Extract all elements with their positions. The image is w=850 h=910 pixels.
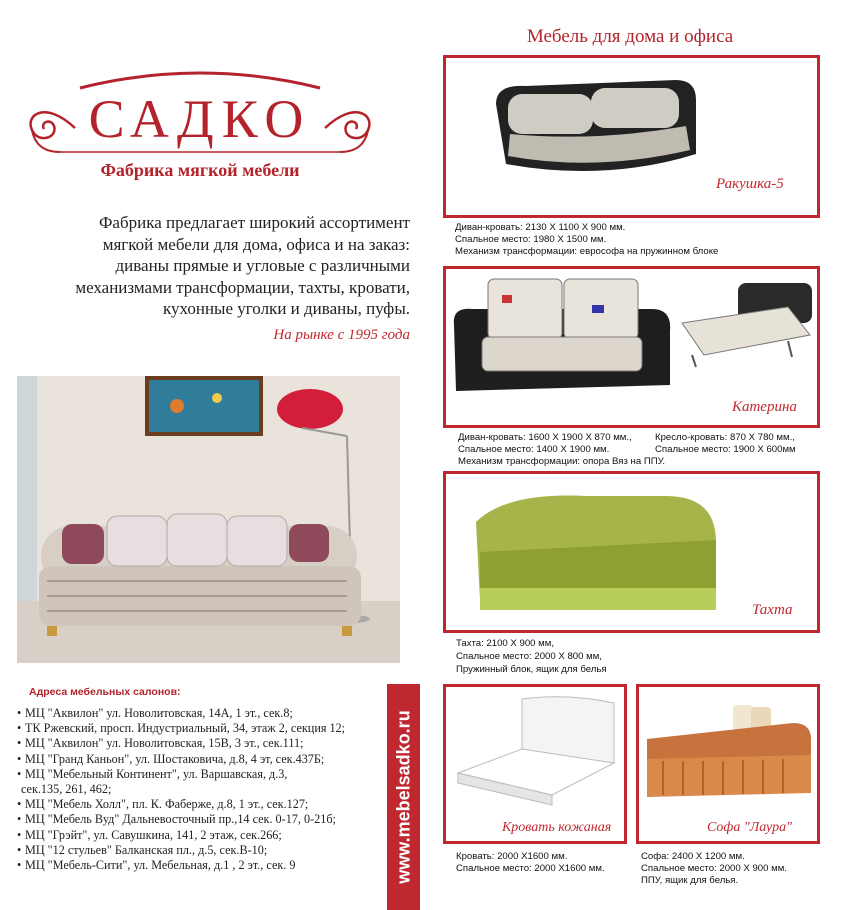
list-item: • ТК Ржевский, просп. Индустриальный, 34, этаж 2, секция 12; xyxy=(17,721,346,736)
spec-line: Тахта: 2100 Х 900 мм, xyxy=(456,638,555,649)
spec-line: Спальное место: 2000 Х 900 мм. xyxy=(641,863,787,874)
spec-line: Диван-кровать: 1600 Х 1900 Х 870 мм., xyxy=(458,432,632,443)
product-name: Софа "Лаура" xyxy=(707,820,792,835)
list-item xyxy=(17,782,387,797)
list-item: • МЦ "12 стульев" Балканская пл., д.5, сек.В-10; xyxy=(17,842,268,857)
sofa-katerina-image xyxy=(452,275,672,397)
addresses-title: Адреса мебельных салонов: xyxy=(29,686,181,698)
intro-line: мягкой мебели для дома, офиса и на заказ: xyxy=(102,234,410,254)
spec-line: Пружинный блок, ящик для белья xyxy=(456,664,607,675)
product-specs xyxy=(456,851,605,875)
intro-line: механизмами трансформации, тахты, кровати, xyxy=(75,277,410,297)
product-card-katerina[interactable] xyxy=(443,266,820,428)
spec-line: ППУ, ящик для белья. xyxy=(641,875,739,886)
list-item: • МЦ "Грэйт", ул. Савушкина, 141, 2 этаж, сек.266; xyxy=(17,827,282,842)
showroom-sofa-image xyxy=(17,376,400,663)
address-list xyxy=(17,706,387,873)
armchair-bed-image xyxy=(678,277,818,369)
showroom-photo xyxy=(17,376,400,663)
product-specs xyxy=(641,851,787,887)
since-year-tagline: На рынке с 1995 года xyxy=(273,327,410,343)
list-item: • МЦ "Аквилон" ул. Новолитовская, 15В, 3 эт., сек.111; xyxy=(17,736,304,751)
list-item: • МЦ "Мебель Вуд" Дальневосточный пр.,14 сек. 0-17, 0-21б; xyxy=(17,812,336,827)
address-text: МЦ "Мебель Вуд" Дальневосточный пр.,14 сек. 0-17, 0-21б; xyxy=(25,812,336,827)
address-text: МЦ "Гранд Каньон", ул. Шостаковича, д.8, 4 эт, сек.437Б; xyxy=(25,751,325,766)
spec-line: Диван-кровать: 2130 Х 1100 Х 900 мм. xyxy=(455,222,626,233)
tahta-image xyxy=(466,482,726,622)
address-text: МЦ "Аквилон" ул. Новолитовская, 14А, 1 эт., сек.8; xyxy=(25,706,293,720)
product-card-tahta[interactable] xyxy=(443,471,820,633)
list-item: • МЦ "Мебель Холл", пл. К. Фаберже, д.8, 1 эт., сек.127; xyxy=(17,797,309,812)
spec-line: Кресло-кровать: 870 Х 780 мм., xyxy=(655,432,795,443)
intro-line: кухонные уголки и диваны, пуфы. xyxy=(162,299,410,318)
spec-line: Софа: 2400 Х 1200 мм. xyxy=(641,851,745,862)
address-text: МЦ "Мебель-Сити", ул. Мебельная, д.1 , 2 эт., сек. 9 xyxy=(25,858,296,873)
website-strip[interactable] xyxy=(387,684,420,910)
product-card-leather-bed[interactable] xyxy=(443,684,627,844)
product-name: Тахта xyxy=(752,602,793,618)
spec-line: Спальное место: 1980 Х 1500 мм. xyxy=(455,234,607,245)
list-item: • МЦ "Мебельный Континент", ул. Варшавская, д.3, xyxy=(17,766,288,781)
spec-line: Механизм трансформации: опора Вяз на ППУ. xyxy=(458,456,666,467)
spec-line: Кровать: 2000 Х1600 мм. xyxy=(456,851,568,862)
product-specs xyxy=(455,222,718,258)
list-item: • МЦ "Аквилон" ул. Новолитовская, 14А, 1 эт., сек.8; xyxy=(17,706,293,720)
address-text: МЦ "Аквилон" ул. Новолитовская, 15В, 3 эт., сек.111; xyxy=(25,736,304,751)
product-card-laura[interactable] xyxy=(636,684,820,844)
sofa-rakushka-image xyxy=(486,64,706,184)
list-item: • МЦ "Гранд Каньон", ул. Шостаковича, д.8, 4 эт, сек.437Б; xyxy=(17,751,325,766)
brand-name: САДКО xyxy=(88,89,312,149)
brand-tagline: Фабрика мягкой мебели xyxy=(100,160,300,180)
product-name: Ракушка-5 xyxy=(716,176,784,192)
product-card-rakushka[interactable] xyxy=(443,55,820,218)
spec-line: Механизм трансформации: еврософа на пружинном блоке xyxy=(455,246,719,257)
spec-line: Спальное место: 1900 Х 600мм xyxy=(655,444,796,455)
section-title: Мебель для дома и офиса xyxy=(526,26,734,47)
address-text: МЦ "Мебель Холл", пл. К. Фаберже, д.8, 1 эт., сек.127; xyxy=(25,797,309,812)
sofa-laura-image xyxy=(643,699,819,809)
spec-line: Спальное место: 2000 Х 800 мм, xyxy=(456,651,602,662)
brand-logo xyxy=(20,60,380,190)
address-text: ТК Ржевский, просп. Индустриальный, 34, этаж 2, секция 12; xyxy=(25,721,346,736)
address-text: МЦ "Грэйт", ул. Савушкина, 141, 2 этаж, сек.266; xyxy=(25,827,282,842)
website-link[interactable]: www.mebelsadko.ru xyxy=(393,710,413,884)
product-specs-armchair xyxy=(655,432,796,456)
intro-line: диваны прямые и угловые с различными xyxy=(115,256,410,275)
product-name: Кровать кожаная xyxy=(502,820,612,835)
intro-text xyxy=(20,212,410,320)
product-specs xyxy=(458,432,665,468)
product-specs xyxy=(456,637,607,676)
intro-line: Фабрика предлагает широкий ассортимент xyxy=(98,213,410,232)
spec-line: Спальное место: 2000 Х1600 мм. xyxy=(456,863,605,874)
address-text: МЦ "Мебельный Континент", ул. Варшавская, д.3, xyxy=(25,766,288,781)
spec-line: Спальное место: 1400 Х 1900 мм. xyxy=(458,444,610,455)
list-item: • МЦ "Мебель-Сити", ул. Мебельная, д.1 , 2 эт., сек. 9 xyxy=(17,858,296,873)
leather-bed-image xyxy=(452,693,622,813)
address-text: сек.135, 261, 462; xyxy=(21,782,112,797)
product-name: Катерина xyxy=(732,399,797,415)
address-text: МЦ "12 стульев" Балканская пл., д.5, сек.В-10; xyxy=(25,842,268,857)
